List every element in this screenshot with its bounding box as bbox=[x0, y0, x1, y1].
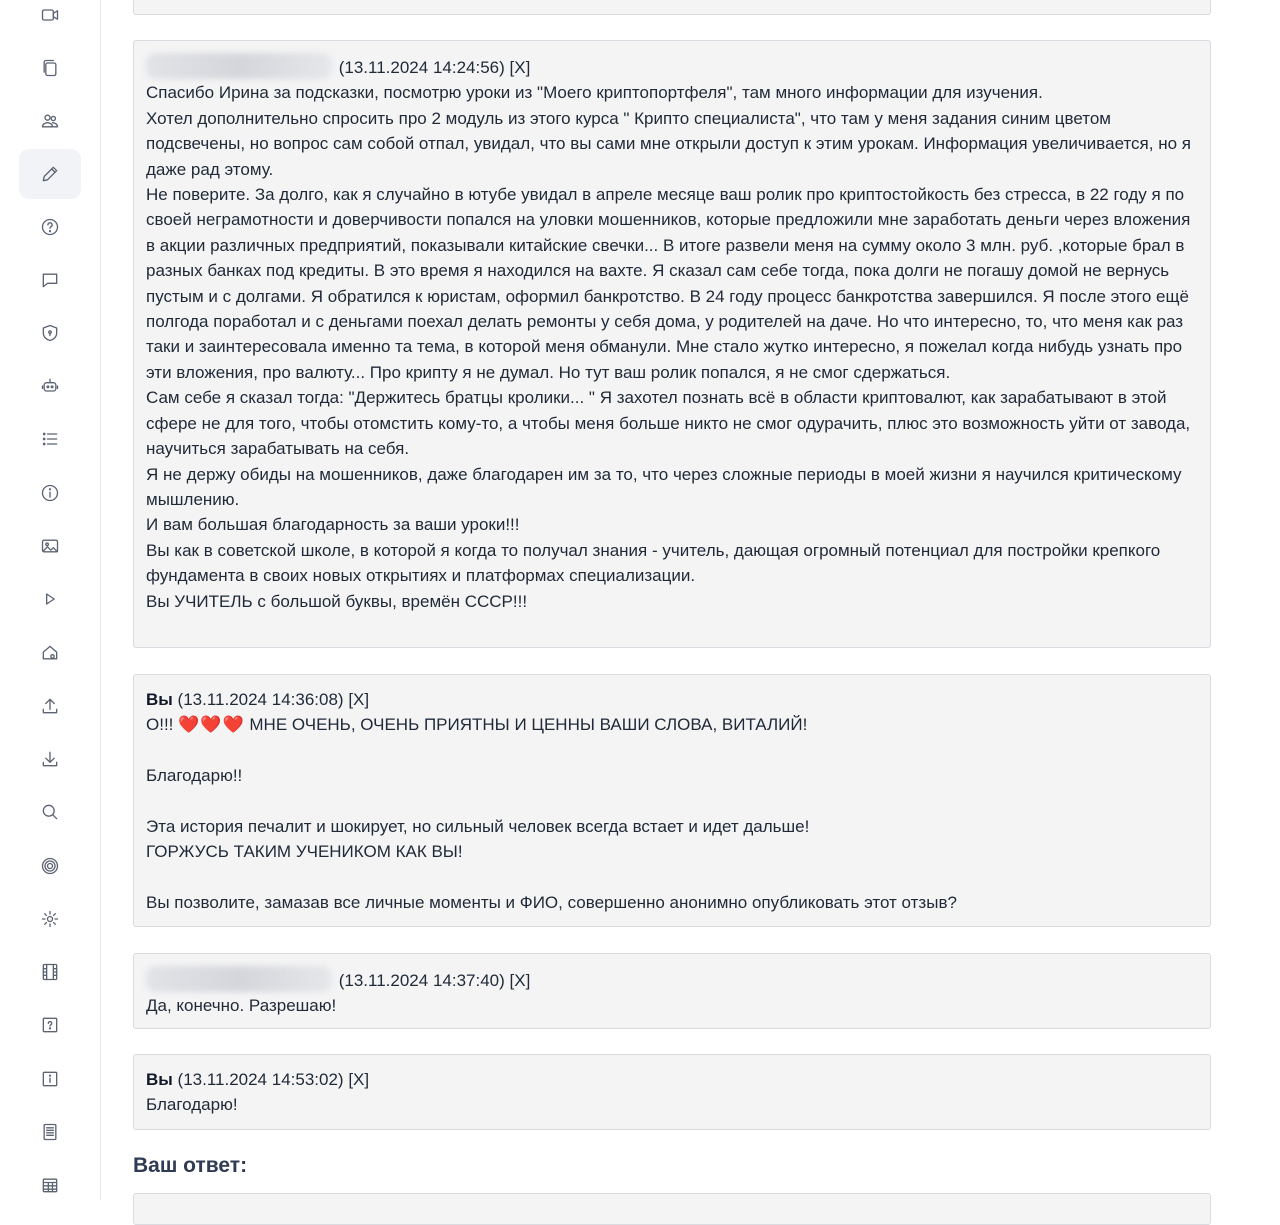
help-square-icon[interactable] bbox=[19, 1000, 81, 1050]
target-icon[interactable] bbox=[19, 841, 81, 891]
table-icon[interactable] bbox=[19, 1160, 81, 1210]
blank-line bbox=[146, 738, 1198, 763]
delete-button[interactable]: [X] bbox=[509, 971, 531, 990]
message-3 bbox=[133, 953, 1211, 1029]
sidebar bbox=[0, 0, 101, 1200]
text-prefix: О!!! bbox=[146, 715, 174, 735]
message-paragraph: Благодарю!! bbox=[146, 766, 243, 786]
list-icon[interactable] bbox=[19, 414, 81, 464]
play-icon[interactable] bbox=[19, 574, 81, 624]
hearts-emoji: ❤️❤️❤️ bbox=[178, 715, 245, 735]
message-1 bbox=[133, 40, 1211, 648]
delete-button[interactable]: [X] bbox=[348, 690, 370, 709]
info-square-icon[interactable] bbox=[19, 1054, 81, 1104]
message-paragraph: Спасибо Ирина за подсказки, посмотрю уроки из "Моего криптопортфеля", там много информации для изучения. bbox=[146, 83, 1043, 103]
message-paragraph: Я не держу обиды на мошенников, даже благодарен им за то, что через сложные периоды в моей жизни я научился критическому мышлению. bbox=[146, 464, 1182, 509]
pencil-icon[interactable] bbox=[19, 149, 81, 199]
message-paragraph: Не поверите. За долго, как я случайно в ютубе увидал в апреле месяце ваш ролик про криптостойкость без стресса, в 22 году я по своей неграмотности и доверчивости попался на уловки мошенников, которые предложили мне заработать деньги через вложения в акции различных предприятий, показывали китайские свечки... В итоге развели меня на сумму около 3 млн. руб. ,которые брал в разных банках под кредиты. В это время я находился на вахте. Я сказал сам себе тогда, пока долги не погашу домой не вернусь пустым и с долгами. Я обратился к юристам, оформил банкротство. В 24 году процесс банкротства завершился. Я после этого ещё полгода поработал и с деньгами поехал делать ремонты у себя дома, у родителей на даче. Но что интересно, то, что меня как раз таки и заинтересовала именно та тема, в которой меня обманули. Мне стало жутко интересно, я пожелал когда нибудь узнать про эти вложения, про валюту... Про крипту я не думал. Но тут ваш ролик попался, я не смог сдержаться. bbox=[146, 185, 1191, 382]
delete-button[interactable]: [X] bbox=[348, 1070, 370, 1089]
message-header bbox=[146, 966, 1198, 993]
message-paragraph: Сам себе я сказал тогда: "Держитесь братцы кролики... " Я захотел познать всё в области криптовалют, как зарабатывают в этой сфере не для того, чтобы отомстить кому-то, а чтобы меня больше никто не смог одурачить, плюс это возможность уйти от завода, научиться зарабатывать на себя. bbox=[146, 388, 1191, 459]
message-paragraph: Хотел дополнительно спросить про 2 модуль из этого курса " Крипто специалиста", что там у меня задания синим цветом подсвечены, но вопрос сам собой отпал, увидал, что вы сами мне открыли доступ к этим урокам. Информация увеличивается, но я даже рад этому. bbox=[146, 108, 1191, 179]
message-first-line bbox=[146, 712, 1198, 737]
film-icon[interactable] bbox=[19, 947, 81, 997]
author-name-blurred bbox=[146, 53, 332, 79]
blank-line bbox=[146, 865, 1198, 890]
users-icon[interactable] bbox=[19, 96, 81, 146]
message-timestamp: (13.11.2024 14:37:40) bbox=[338, 971, 505, 990]
delete-button[interactable]: [X] bbox=[509, 58, 531, 77]
author-name: Вы bbox=[146, 1070, 173, 1089]
message-paragraph: И вам большая благодарность за ваши уроки!!! bbox=[146, 515, 520, 535]
message-paragraph: Благодарю! bbox=[146, 1095, 238, 1115]
message-2 bbox=[133, 674, 1211, 927]
reply-textarea[interactable] bbox=[133, 1193, 1211, 1225]
settings-icon[interactable] bbox=[19, 894, 81, 944]
message-paragraph: Вы как в советской школе, в которой я когда то получал знания - учитель, дающая огромный потенциал для постройки крепкого фундамента в своих новых открытиях и платформах специализации. bbox=[146, 540, 1161, 586]
info-circle-icon[interactable] bbox=[19, 468, 81, 518]
message-header bbox=[146, 53, 1198, 80]
upload-icon[interactable] bbox=[19, 681, 81, 731]
message-paragraph: Эта история печалит и шокирует, но сильный человек всегда встает и идет дальше! bbox=[146, 817, 810, 836]
reply-title: Ваш ответ: bbox=[133, 1154, 248, 1177]
image-icon[interactable] bbox=[19, 521, 81, 571]
message-timestamp: (13.11.2024 14:24:56) bbox=[338, 58, 505, 77]
chat-icon[interactable] bbox=[19, 255, 81, 305]
message-timestamp: (13.11.2024 14:53:02) bbox=[177, 1070, 344, 1089]
message-paragraph: ГОРЖУСЬ ТАКИМ УЧЕНИКОМ КАК ВЫ! bbox=[146, 842, 463, 862]
shield-icon[interactable] bbox=[19, 308, 81, 358]
text-suffix: МНЕ ОЧЕНЬ, ОЧЕНЬ ПРИЯТНЫ И ЦЕННЫ ВАШИ СЛОВА, ВИТАЛИЙ! bbox=[249, 715, 808, 735]
document-icon[interactable] bbox=[19, 1107, 81, 1157]
help-circle-icon[interactable] bbox=[19, 202, 81, 252]
robot-icon[interactable] bbox=[19, 361, 81, 411]
search-icon[interactable] bbox=[19, 787, 81, 837]
copy-icon[interactable] bbox=[19, 43, 81, 93]
message-header bbox=[146, 1067, 1198, 1092]
home-gear-icon[interactable] bbox=[19, 628, 81, 678]
message-paragraph: Вы позволите, замазав все личные моменты и ФИО, совершенно анонимно опубликовать этот отзыв? bbox=[146, 893, 957, 913]
previous-message bbox=[133, 0, 1211, 15]
blank-line bbox=[146, 789, 1198, 814]
message-timestamp: (13.11.2024 14:36:08) bbox=[177, 690, 344, 709]
message-header bbox=[146, 687, 1198, 712]
message-paragraph: Вы УЧИТЕЛЬ с большой буквы, времён СССР!!! bbox=[146, 591, 528, 611]
message-paragraph: Да, конечно. Разрешаю! bbox=[146, 996, 337, 1016]
download-icon[interactable] bbox=[19, 734, 81, 784]
author-name: Вы bbox=[146, 690, 173, 709]
video-icon[interactable] bbox=[19, 0, 81, 40]
author-name-blurred bbox=[146, 966, 332, 992]
message-4 bbox=[133, 1054, 1211, 1130]
